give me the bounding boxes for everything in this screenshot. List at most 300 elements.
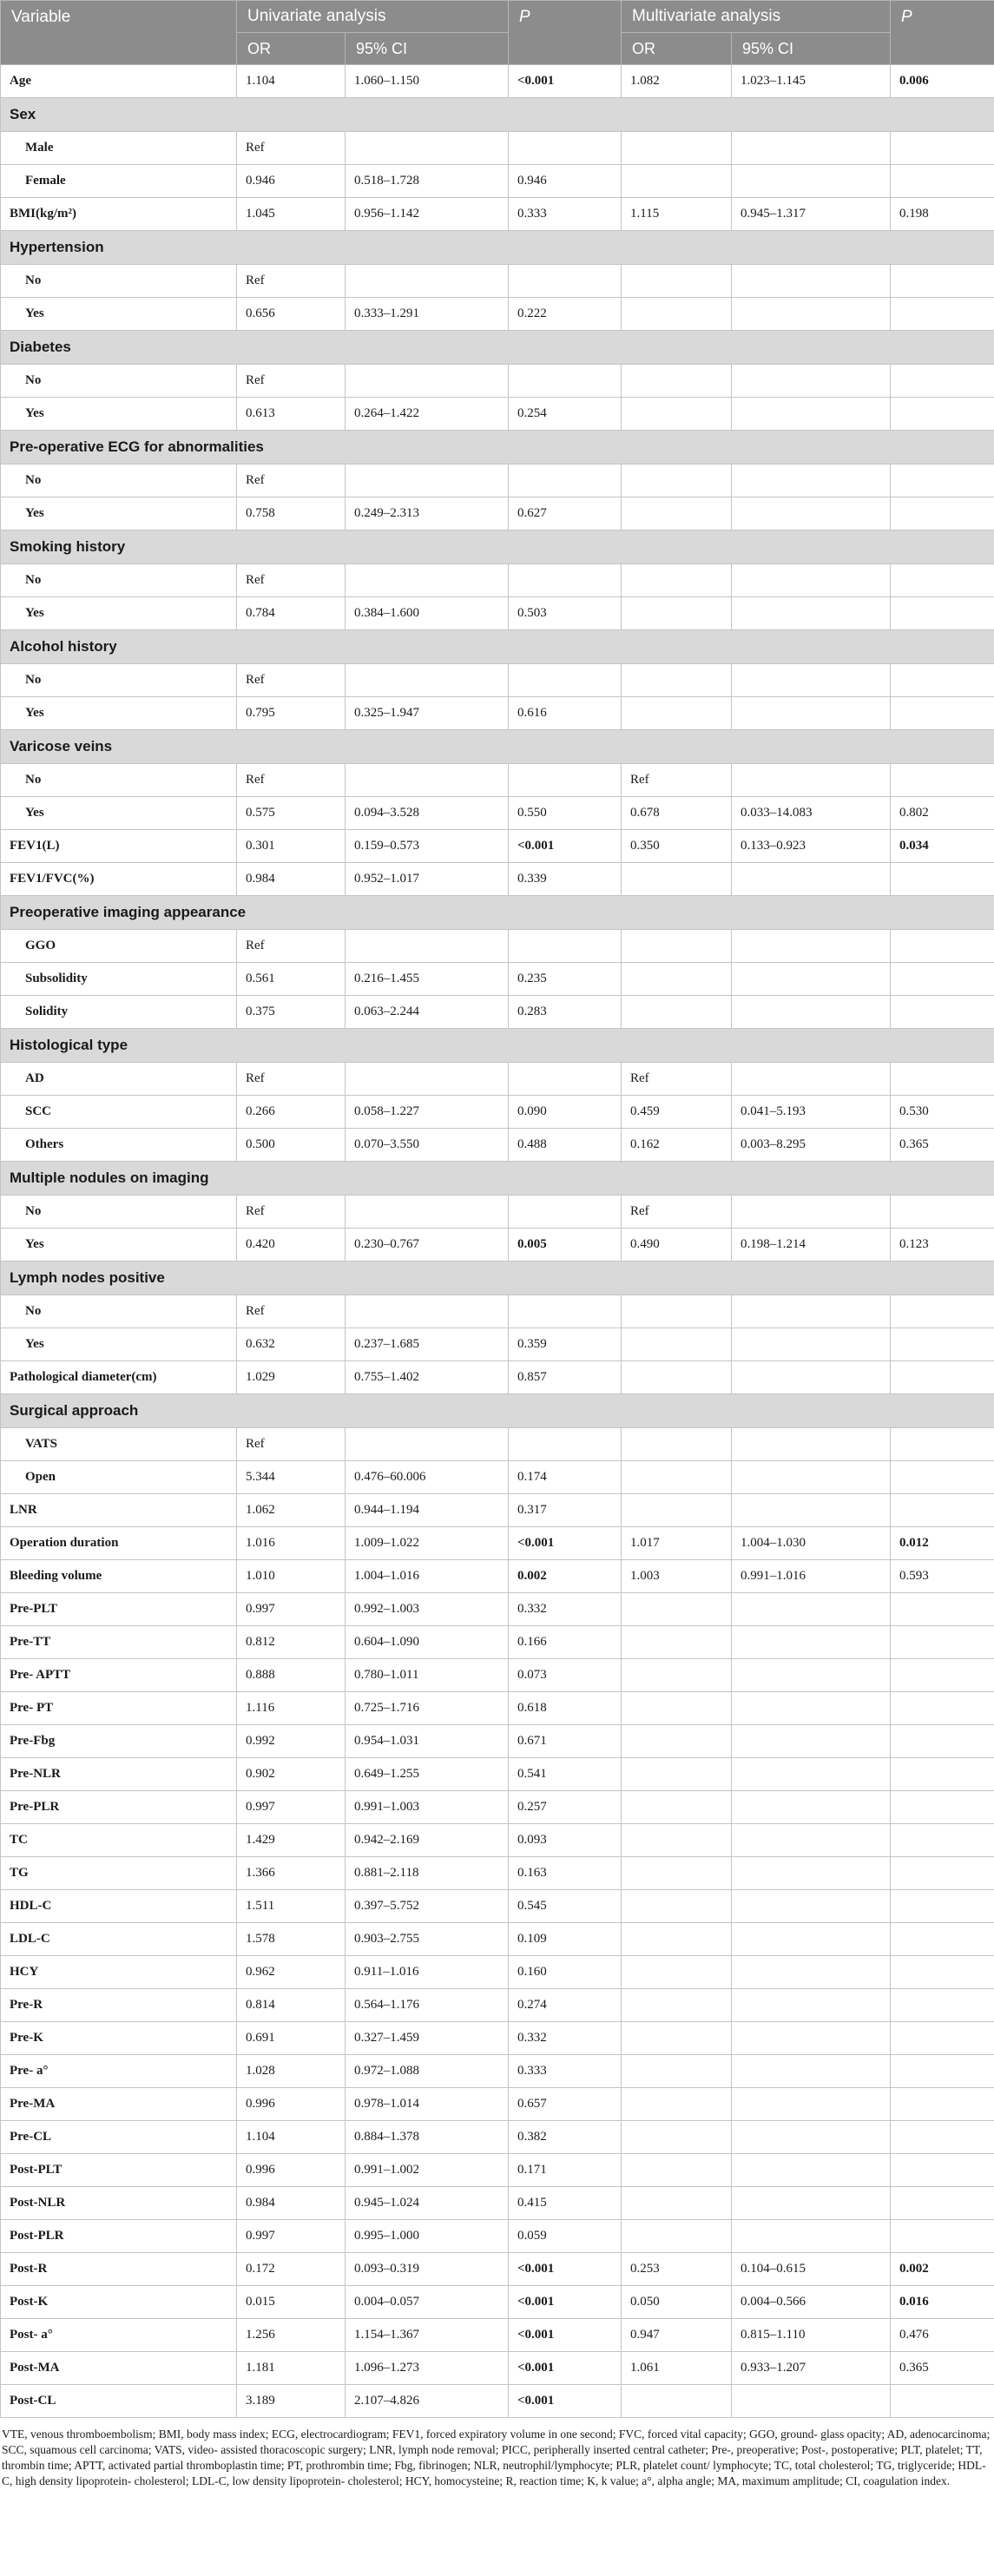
or1-cell: 0.984: [237, 2187, 346, 2220]
ci2-cell: [732, 1923, 891, 1956]
p1-cell: 0.160: [509, 1956, 622, 1989]
or1-cell: 0.992: [237, 1725, 346, 1758]
or2-cell: 1.061: [622, 2352, 732, 2385]
table-row: [1, 797, 994, 830]
section-label: Surgical approach: [1, 1394, 994, 1428]
or2-cell: Ref: [622, 1196, 732, 1229]
table-row: [1, 1560, 994, 1593]
ci2-cell: [732, 1428, 891, 1461]
p2-cell: [891, 497, 994, 530]
p2-cell: 0.476: [891, 2319, 994, 2352]
or2-cell: [622, 1659, 732, 1692]
ci1-cell: 0.942–2.169: [346, 1824, 509, 1857]
p1-cell: 0.618: [509, 1692, 622, 1725]
or2-cell: [622, 2385, 732, 2418]
ci1-cell: 2.107–4.826: [346, 2385, 509, 2418]
ci2-cell: [732, 1196, 891, 1229]
table-row: [1, 1626, 994, 1659]
variable-cell: Yes: [1, 1229, 237, 1262]
or2-cell: 0.253: [622, 2253, 732, 2286]
ci2-cell: [732, 1063, 891, 1096]
p1-cell: [509, 1527, 622, 1560]
ci2-cell: [732, 2088, 891, 2121]
p2-cell: 0.123: [891, 1229, 994, 1262]
ci2-cell: 0.033–14.083: [732, 797, 891, 830]
table-row: [1, 132, 994, 165]
p1-cell: 0.274: [509, 1989, 622, 2022]
p2-cell: [891, 2286, 994, 2319]
p1-cell: 0.671: [509, 1725, 622, 1758]
p2-cell: [891, 2121, 994, 2154]
p1-cell: 0.163: [509, 1857, 622, 1890]
p2-cell: 0.802: [891, 797, 994, 830]
table-body: [1, 65, 994, 2418]
table-row: [1, 464, 994, 497]
ci2-cell: [732, 497, 891, 530]
ci2-cell: 0.003–8.295: [732, 1129, 891, 1162]
p1-cell: [509, 1196, 622, 1229]
table-row: [1, 963, 994, 996]
ci1-cell: [346, 132, 509, 165]
header-ci-multivariate: 95% CI: [732, 33, 891, 65]
table-row: [1, 2352, 994, 2385]
table-row: [1, 597, 994, 630]
p2-cell: 0.198: [891, 198, 994, 231]
or2-cell: [622, 2055, 732, 2088]
variable-cell: Solidity: [1, 996, 237, 1029]
section-label: Preoperative imaging appearance: [1, 896, 994, 930]
or1-cell: Ref: [237, 564, 346, 597]
variable-cell: Open: [1, 1461, 237, 1494]
ci1-cell: [346, 1063, 509, 1096]
or2-cell: [622, 1461, 732, 1494]
or1-cell: Ref: [237, 1196, 346, 1229]
or2-cell: 0.490: [622, 1229, 732, 1262]
table-row: [1, 564, 994, 597]
or2-cell: [622, 1494, 732, 1527]
ci1-cell: [346, 1196, 509, 1229]
p1-cell: [509, 830, 622, 863]
significant-value: <0.001: [517, 2328, 555, 2342]
p2-cell: [891, 2022, 994, 2055]
ci2-cell: [732, 464, 891, 497]
p2-cell: [891, 830, 994, 863]
or1-cell: 0.500: [237, 1129, 346, 1162]
p2-cell: [891, 2220, 994, 2253]
p2-cell: [891, 1791, 994, 1824]
p1-cell: [509, 2286, 622, 2319]
or1-cell: Ref: [237, 764, 346, 797]
ci1-cell: 0.249–2.313: [346, 497, 509, 530]
ci1-cell: 0.159–0.573: [346, 830, 509, 863]
or1-cell: 0.997: [237, 2220, 346, 2253]
table-row: [1, 1758, 994, 1791]
or2-cell: 0.678: [622, 797, 732, 830]
table-row: [1, 1494, 994, 1527]
or1-cell: Ref: [237, 1295, 346, 1328]
or2-cell: [622, 1725, 732, 1758]
or1-cell: 0.984: [237, 863, 346, 896]
or2-cell: [622, 2187, 732, 2220]
p2-cell: [891, 1328, 994, 1361]
ci1-cell: 0.237–1.685: [346, 1328, 509, 1361]
table-row: [1, 1824, 994, 1857]
ci1-cell: 0.991–1.002: [346, 2154, 509, 2187]
or1-cell: Ref: [237, 464, 346, 497]
variable-cell: Post-PLR: [1, 2220, 237, 2253]
or1-cell: 0.814: [237, 1989, 346, 2022]
ci2-cell: [732, 1890, 891, 1923]
ci2-cell: [732, 1824, 891, 1857]
or2-cell: [622, 132, 732, 165]
section-row: [1, 896, 994, 930]
variable-cell: No: [1, 1196, 237, 1229]
p1-cell: 0.359: [509, 1328, 622, 1361]
or1-cell: Ref: [237, 365, 346, 398]
table-row: [1, 764, 994, 797]
p2-cell: [891, 1659, 994, 1692]
variable-cell: Yes: [1, 298, 237, 331]
variable-cell: Yes: [1, 398, 237, 431]
p2-cell: [891, 2187, 994, 2220]
section-row: [1, 431, 994, 464]
p2-cell: [891, 963, 994, 996]
table-row: [1, 398, 994, 431]
p1-cell: 0.235: [509, 963, 622, 996]
section-label: Diabetes: [1, 331, 994, 365]
ci2-cell: [732, 996, 891, 1029]
variable-cell: Male: [1, 132, 237, 165]
p1-cell: 0.550: [509, 797, 622, 830]
p2-cell: [891, 1295, 994, 1328]
p2-cell: [891, 664, 994, 697]
or2-cell: [622, 2220, 732, 2253]
ci2-cell: [732, 1725, 891, 1758]
variable-cell: Pre-R: [1, 1989, 237, 2022]
p2-cell: [891, 1494, 994, 1527]
variable-cell: HCY: [1, 1956, 237, 1989]
table-row: [1, 2385, 994, 2418]
significant-value: 0.034: [899, 839, 929, 853]
or1-cell: Ref: [237, 664, 346, 697]
variable-cell: Yes: [1, 497, 237, 530]
ci1-cell: 0.216–1.455: [346, 963, 509, 996]
ci1-cell: 0.755–1.402: [346, 1361, 509, 1394]
or2-cell: [622, 165, 732, 198]
section-label: Smoking history: [1, 530, 994, 564]
table-row: [1, 1791, 994, 1824]
p1-cell: [509, 1295, 622, 1328]
p1-cell: 0.171: [509, 2154, 622, 2187]
ci1-cell: 0.991–1.003: [346, 1791, 509, 1824]
or2-cell: 0.947: [622, 2319, 732, 2352]
ci1-cell: 0.956–1.142: [346, 198, 509, 231]
table-row: [1, 2154, 994, 2187]
or2-cell: [622, 1295, 732, 1328]
significant-value: 0.005: [517, 1237, 547, 1251]
ci1-cell: [346, 265, 509, 298]
significant-value: 0.002: [517, 1569, 547, 1583]
ci1-cell: 0.884–1.378: [346, 2121, 509, 2154]
table-row: [1, 1229, 994, 1262]
variable-cell: Female: [1, 165, 237, 198]
p1-cell: [509, 65, 622, 98]
or2-cell: [622, 664, 732, 697]
ci1-cell: 0.004–0.057: [346, 2286, 509, 2319]
variable-cell: No: [1, 1295, 237, 1328]
variable-cell: Post-R: [1, 2253, 237, 2286]
or1-cell: 0.266: [237, 1096, 346, 1129]
ci2-cell: [732, 1295, 891, 1328]
ci1-cell: 0.476–60.006: [346, 1461, 509, 1494]
ci2-cell: 1.023–1.145: [732, 65, 891, 98]
section-label: Multiple nodules on imaging: [1, 1162, 994, 1196]
or2-cell: [622, 996, 732, 1029]
ci1-cell: 0.325–1.947: [346, 697, 509, 730]
ci2-cell: 1.004–1.030: [732, 1527, 891, 1560]
table-row: [1, 2055, 994, 2088]
ci2-cell: [732, 1494, 891, 1527]
p2-cell: [891, 398, 994, 431]
ci1-cell: 0.093–0.319: [346, 2253, 509, 2286]
or2-cell: [622, 1890, 732, 1923]
p1-cell: 0.415: [509, 2187, 622, 2220]
p2-cell: [891, 1758, 994, 1791]
p2-cell: [891, 996, 994, 1029]
section-row: [1, 231, 994, 265]
ci2-cell: [732, 1328, 891, 1361]
or2-cell: 1.017: [622, 1527, 732, 1560]
or1-cell: 0.575: [237, 797, 346, 830]
p2-cell: [891, 1428, 994, 1461]
p1-cell: [509, 1063, 622, 1096]
p1-cell: 0.627: [509, 497, 622, 530]
p1-cell: 0.093: [509, 1824, 622, 1857]
or1-cell: 0.172: [237, 2253, 346, 2286]
ci1-cell: [346, 764, 509, 797]
ci2-cell: [732, 1989, 891, 2022]
header-univariate: Univariate analysis: [237, 1, 509, 33]
ci1-cell: 1.096–1.273: [346, 2352, 509, 2385]
table-row: [1, 165, 994, 198]
p2-cell: [891, 697, 994, 730]
or2-cell: [622, 697, 732, 730]
p2-cell: [891, 1196, 994, 1229]
or1-cell: 0.996: [237, 2088, 346, 2121]
ci2-cell: [732, 1461, 891, 1494]
p1-cell: [509, 265, 622, 298]
table-row: [1, 1361, 994, 1394]
ci2-cell: [732, 1692, 891, 1725]
or2-cell: [622, 2088, 732, 2121]
ci1-cell: 0.397–5.752: [346, 1890, 509, 1923]
table-row: [1, 2187, 994, 2220]
header-p-univariate: P: [509, 1, 622, 65]
ci2-cell: 0.815–1.110: [732, 2319, 891, 2352]
variable-cell: Age: [1, 65, 237, 98]
table-row: [1, 2319, 994, 2352]
ci1-cell: [346, 564, 509, 597]
table-row: [1, 1725, 994, 1758]
or1-cell: 0.996: [237, 2154, 346, 2187]
p2-cell: [891, 2088, 994, 2121]
p1-cell: [509, 132, 622, 165]
significant-value: <0.001: [517, 74, 555, 88]
or1-cell: 1.181: [237, 2352, 346, 2385]
or2-cell: [622, 2154, 732, 2187]
ci2-cell: [732, 2055, 891, 2088]
table-row: [1, 1890, 994, 1923]
p2-cell: [891, 764, 994, 797]
p2-cell: [891, 2055, 994, 2088]
variable-cell: Pre- APTT: [1, 1659, 237, 1692]
significant-value: 0.002: [899, 2262, 929, 2276]
ci2-cell: [732, 2121, 891, 2154]
or1-cell: Ref: [237, 1428, 346, 1461]
ci2-cell: [732, 930, 891, 963]
variable-cell: Post-NLR: [1, 2187, 237, 2220]
or2-cell: [622, 2121, 732, 2154]
variable-cell: Pre- PT: [1, 1692, 237, 1725]
p2-cell: [891, 1956, 994, 1989]
ci1-cell: 0.564–1.176: [346, 1989, 509, 2022]
or1-cell: 0.632: [237, 1328, 346, 1361]
table-row: [1, 1857, 994, 1890]
or1-cell: 1.062: [237, 1494, 346, 1527]
p1-cell: 0.657: [509, 2088, 622, 2121]
table-row: [1, 697, 994, 730]
variable-cell: TG: [1, 1857, 237, 1890]
or2-cell: 1.003: [622, 1560, 732, 1593]
table-row: [1, 65, 994, 98]
or2-cell: 0.050: [622, 2286, 732, 2319]
or1-cell: 1.116: [237, 1692, 346, 1725]
section-row: [1, 530, 994, 564]
ci1-cell: 0.944–1.194: [346, 1494, 509, 1527]
or2-cell: [622, 564, 732, 597]
p2-cell: [891, 2385, 994, 2418]
header-or-univariate: OR: [237, 33, 346, 65]
variable-cell: Pre-Fbg: [1, 1725, 237, 1758]
ci2-cell: [732, 863, 891, 896]
significant-value: 0.016: [899, 2295, 929, 2309]
p1-cell: [509, 764, 622, 797]
or1-cell: Ref: [237, 1063, 346, 1096]
variable-cell: No: [1, 564, 237, 597]
or2-cell: 1.115: [622, 198, 732, 231]
ci2-cell: [732, 963, 891, 996]
section-label: Histological type: [1, 1029, 994, 1063]
ci2-cell: [732, 398, 891, 431]
ci1-cell: 0.327–1.459: [346, 2022, 509, 2055]
p1-cell: 0.073: [509, 1659, 622, 1692]
p2-cell: [891, 2253, 994, 2286]
or1-cell: 1.045: [237, 198, 346, 231]
variable-cell: Post-K: [1, 2286, 237, 2319]
ci1-cell: 0.952–1.017: [346, 863, 509, 896]
or2-cell: [622, 497, 732, 530]
section-label: Alcohol history: [1, 630, 994, 664]
p1-cell: 0.090: [509, 1096, 622, 1129]
table-row: [1, 1593, 994, 1626]
variable-cell: FEV1/FVC(%): [1, 863, 237, 896]
or2-cell: [622, 398, 732, 431]
p1-cell: 0.166: [509, 1626, 622, 1659]
or1-cell: 0.420: [237, 1229, 346, 1262]
variable-cell: Subsolidity: [1, 963, 237, 996]
or1-cell: 1.578: [237, 1923, 346, 1956]
section-row: [1, 630, 994, 664]
or1-cell: 0.946: [237, 165, 346, 198]
p1-cell: 0.946: [509, 165, 622, 198]
or2-cell: [622, 298, 732, 331]
p1-cell: [509, 1560, 622, 1593]
or2-cell: [622, 2022, 732, 2055]
or1-cell: 0.375: [237, 996, 346, 1029]
ci1-cell: 1.004–1.016: [346, 1560, 509, 1593]
ci1-cell: 0.058–1.227: [346, 1096, 509, 1129]
p2-cell: [891, 165, 994, 198]
header-variable: Variable: [1, 1, 237, 65]
p1-cell: [509, 664, 622, 697]
p1-cell: 0.545: [509, 1890, 622, 1923]
or2-cell: [622, 1956, 732, 1989]
ci2-cell: [732, 132, 891, 165]
table-row: [1, 2121, 994, 2154]
variable-cell: Pre-PLT: [1, 1593, 237, 1626]
p1-cell: [509, 1428, 622, 1461]
p1-cell: 0.503: [509, 597, 622, 630]
p1-cell: [509, 2319, 622, 2352]
ci1-cell: 0.070–3.550: [346, 1129, 509, 1162]
p1-cell: [509, 464, 622, 497]
p1-cell: 0.332: [509, 2022, 622, 2055]
or1-cell: 1.029: [237, 1361, 346, 1394]
p1-cell: 0.254: [509, 398, 622, 431]
or1-cell: 0.015: [237, 2286, 346, 2319]
ci2-cell: 0.004–0.566: [732, 2286, 891, 2319]
ci2-cell: [732, 2022, 891, 2055]
or1-cell: 0.758: [237, 497, 346, 530]
table-row: [1, 265, 994, 298]
significant-value: <0.001: [517, 2394, 555, 2408]
table-row: [1, 2220, 994, 2253]
p2-cell: 0.530: [891, 1096, 994, 1129]
or2-cell: [622, 1428, 732, 1461]
variable-cell: Pre-CL: [1, 2121, 237, 2154]
or1-cell: 1.016: [237, 1527, 346, 1560]
p2-cell: [891, 1890, 994, 1923]
ci1-cell: 0.384–1.600: [346, 597, 509, 630]
or1-cell: 1.010: [237, 1560, 346, 1593]
p1-cell: 0.382: [509, 2121, 622, 2154]
or1-cell: Ref: [237, 132, 346, 165]
or2-cell: [622, 1361, 732, 1394]
table-row: [1, 1956, 994, 1989]
or1-cell: 3.189: [237, 2385, 346, 2418]
variable-cell: Yes: [1, 797, 237, 830]
or1-cell: 0.656: [237, 298, 346, 331]
table-row: [1, 1692, 994, 1725]
section-label: Lymph nodes positive: [1, 1262, 994, 1295]
or2-cell: [622, 930, 732, 963]
ci1-cell: 0.978–1.014: [346, 2088, 509, 2121]
table-row: [1, 1989, 994, 2022]
or2-cell: Ref: [622, 1063, 732, 1096]
ci2-cell: [732, 1626, 891, 1659]
or1-cell: 1.366: [237, 1857, 346, 1890]
p2-cell: 0.365: [891, 1129, 994, 1162]
